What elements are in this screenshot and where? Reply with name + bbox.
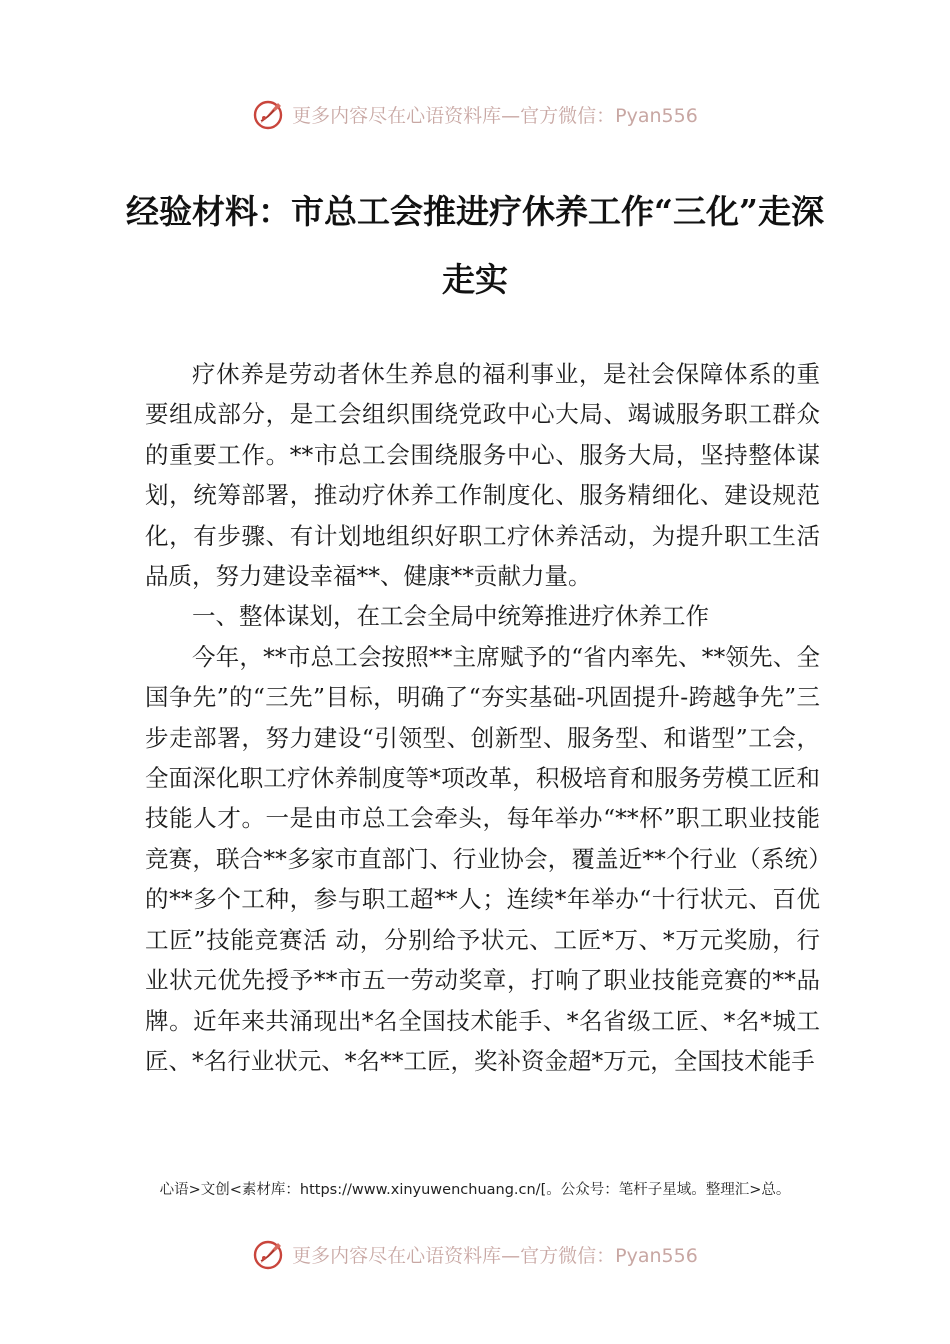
- document-body: [145, 354, 820, 1081]
- footer-banner: [0, 1234, 950, 1274]
- quill-logo-icon: [252, 1237, 286, 1271]
- banner-text: 更多内容尽在心语资料库—官方微信：Pyan556: [292, 1244, 698, 1267]
- paragraph-intro: 疗休养是劳动者休生养息的福利事业，是社会保障体系的重要组成部分，是工会组织围绕党政中心大局、竭诚服务职工群众的重要工作。**市总工会围绕服务中心、服务大局，坚持整体谋划，统筹部署，推动疗休养工作制度化、服务精细化、建设规范化，有步骤、有计划地组织好职工疗休养活动，为提升职工生活品质，努力建设幸福**、健康**贡献力量。: [145, 360, 820, 591]
- section-heading-1: 一、整体谋划，在工会全局中统筹推进疗休养工作: [192, 602, 709, 631]
- footer-note: 心语>文创<素材库：https://www.xinyuwenchuang.cn/[。公众号：笔杆子星域。整理汇>总。: [159, 1182, 791, 1198]
- header-banner: [0, 94, 950, 134]
- quill-logo-icon: [252, 97, 286, 131]
- document-title: 经验材料：市总工会推进疗休养工作“三化”走深走实: [126, 192, 824, 299]
- paragraph-section-1: 今年，**市总工会按照**主席赋予的“省内率先、**领先、全国争先”的“三先”目标，明确了“夯实基础-巩固提升-跨越争先”三步走部署，努力建设“引领型、创新型、服务型、和谐型”工会，全面深化职工疗休养制度等*项改革，积极培育和服务劳模工匠和技能人才。一是由市总工会牵头，每年举办“**杯”职工职业技能竞赛，联合**多家市直部门、行业协会，覆盖近**个行业（系统）的**多个工种，参与职工超**人；连续*年举办“十行状元、百优工匠”技能竞赛活 动，分别给予状元、工匠*万、*万元奖励，行业状元优先授予**市五一劳动奖章，打响了职业技能竞赛的**品牌。近年来共涌现出*名全国技术能手、*名省级工匠、*名*城工匠、*名行业状元、*名**工匠，奖补资金超*万元，全国技术能手: [145, 642, 820, 1075]
- banner-text: 更多内容尽在心语资料库—官方微信：Pyan556: [292, 104, 698, 127]
